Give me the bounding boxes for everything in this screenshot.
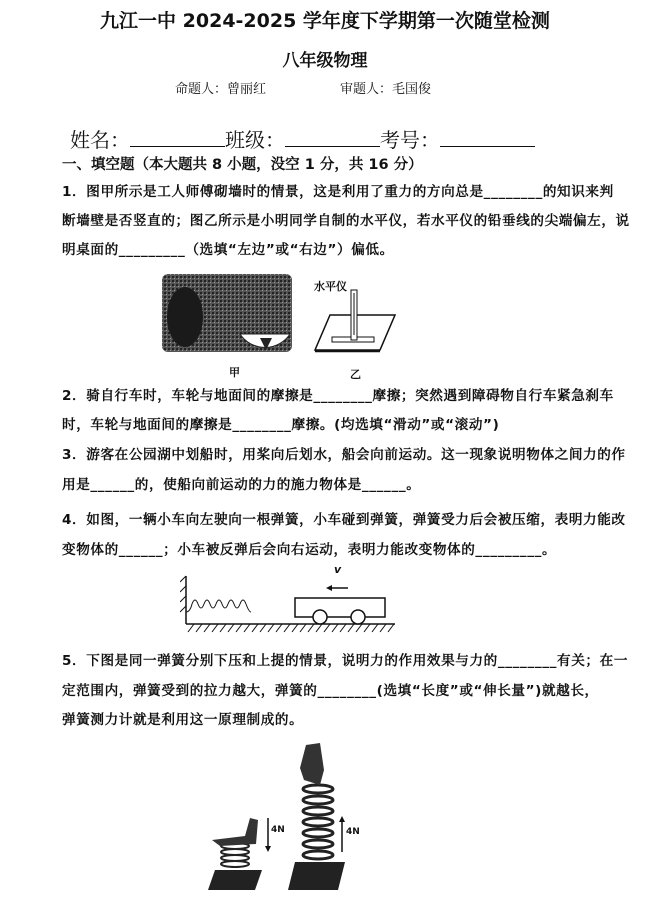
reviewer: 审题人：毛国俊 <box>340 82 432 97</box>
question-5-line: 弹簧测力计就是利用这一原理制成的。 <box>62 712 304 728</box>
ground-hatch <box>276 624 282 632</box>
ground-hatch <box>372 624 378 632</box>
student-info <box>70 124 535 153</box>
ground-hatch <box>260 624 266 632</box>
question-3-line: 3．游客在公园湖中划船时，用桨向后划水，船会向前运动。这一现象说明物体之间力的作 <box>62 447 626 463</box>
question-3-line: 用是______的，使船向前运动的力的施力物体是______。 <box>62 477 421 493</box>
force-label-pull: 4N <box>346 827 360 837</box>
ground-hatch <box>300 624 306 632</box>
ground-hatch <box>252 624 258 632</box>
figure-label-level: 水平仪 <box>314 280 347 293</box>
figure-spring-press-pull <box>200 740 380 902</box>
velocity-label: v <box>334 563 342 576</box>
question-4-line: 变物体的______；小车被反弹后会向右运动，表明力能改变物体的_________。 <box>62 542 557 558</box>
ground-hatch <box>348 624 354 632</box>
exam-subject: 八年级物理 <box>282 51 368 71</box>
force-label-press: 4N <box>271 825 285 835</box>
ground-hatch <box>220 624 226 632</box>
ground-hatch <box>332 624 338 632</box>
class-label: 班级： <box>225 128 285 152</box>
figure-level-device <box>310 285 400 357</box>
ground-hatch <box>228 624 234 632</box>
ground-hatch <box>356 624 362 632</box>
ground-hatch <box>388 624 394 632</box>
question-1-line: 明桌面的_________（选填“左边”或“右边”）偏低。 <box>62 242 394 258</box>
question-1-line: 1．图甲所示是工人师傅砌墙时的情景，这是利用了重力的方向总是________的知识来判 <box>62 184 614 200</box>
question-5-line: 5．下图是同一弹簧分别下压和上提的情景，说明力的作用效果与力的________有关；在一 <box>62 653 629 669</box>
ground-hatch <box>188 624 194 632</box>
question-2-line: 时，车轮与地面间的摩擦是________摩擦。(均选填“滑动”或“滚动”) <box>62 417 500 433</box>
ground-hatch <box>308 624 314 632</box>
question-2-line: 2．骑自行车时，车轮与地面间的摩擦是________摩擦；突然遇到障碍物自行车紧急刹车 <box>62 388 614 404</box>
class-field[interactable] <box>285 126 380 147</box>
ground-hatch <box>316 624 322 632</box>
name-label: 姓名： <box>70 128 130 152</box>
id-label: 考号： <box>380 128 440 152</box>
section-heading: 一、填空题（本大题共 8 小题，没空 1 分，共 16 分） <box>62 157 423 173</box>
exam-title: 九江一中 2024-2025 学年度下学期第一次随堂检测 <box>100 10 550 32</box>
ground-hatch <box>196 624 202 632</box>
figure-label-yi: 乙 <box>350 368 361 381</box>
ground-hatch <box>340 624 346 632</box>
question-4-line: 4．如图，一辆小车向左驶向一根弹簧，小车碰到弹簧，弹簧受力后会被压缩，表明力能改 <box>62 512 626 528</box>
ground-hatch <box>212 624 218 632</box>
ground-hatch <box>292 624 298 632</box>
ground-hatch <box>204 624 210 632</box>
ground-hatch <box>244 624 250 632</box>
question-1-line: 断墙壁是否竖直的；图乙所示是小明同学自制的水平仪，若水平仪的铅垂线的尖端偏左，说 <box>62 213 630 229</box>
ground-hatch <box>284 624 290 632</box>
author: 命题人：曾丽红 <box>175 82 267 97</box>
ground-hatch <box>380 624 386 632</box>
name-field[interactable] <box>130 126 225 147</box>
figure-cart-spring <box>180 572 400 636</box>
ground-hatch <box>364 624 370 632</box>
ground-hatch <box>268 624 274 632</box>
ground-hatch <box>236 624 242 632</box>
figure-bricklaying-photo <box>160 272 295 354</box>
question-5-line: 定范围内，弹簧受到的拉力越大，弹簧的________(选填“长度”或“伸长量”)就越长， <box>62 683 599 699</box>
ground-hatch <box>324 624 330 632</box>
figure-label-jia: 甲 <box>229 366 240 379</box>
id-field[interactable] <box>440 126 535 147</box>
